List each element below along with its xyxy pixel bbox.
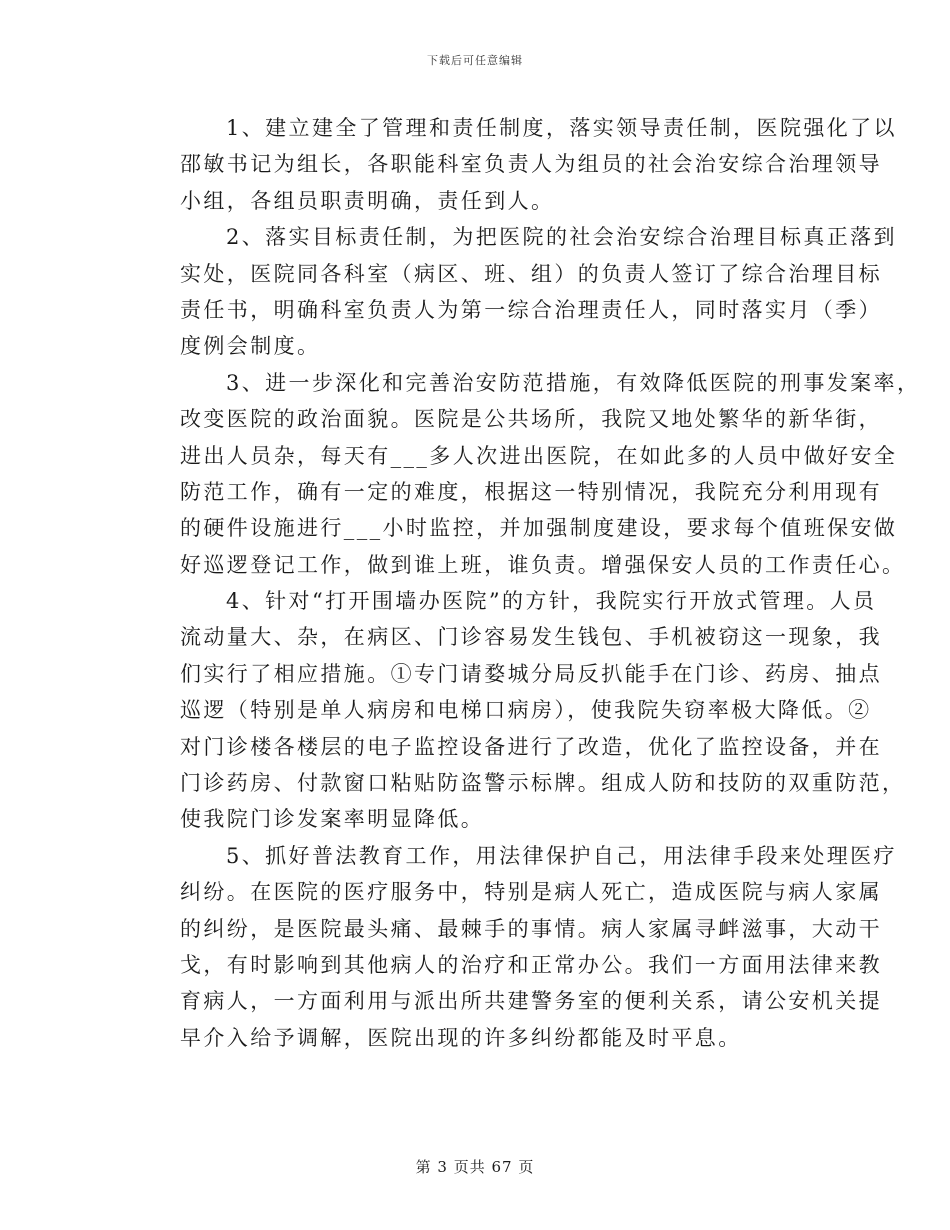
paragraph-3 (138, 365, 921, 583)
paragraph-line: 邵敏书记为组长，各职能科室负责人为组员的社会治安综合治理领导 (180, 152, 882, 177)
paragraph-line: 度例会制度。 (180, 334, 321, 359)
paragraph-line: 改变医院的政治面貌。医院是公共场所，我院又地处繁华的新华街， (180, 407, 882, 432)
paragraph-line: 2、落实目标责任制，为把医院的社会治安综合治理目标真正落到 (226, 225, 897, 250)
paragraph-4 (138, 583, 906, 838)
page-footer: 第 3 页共 67 页 (415, 1158, 535, 1176)
paragraph-line: 好巡逻登记工作，做到谁上班，谁负责。增强保安人员的工作责任心。 (180, 552, 906, 577)
paragraph-line: 5、抓好普法教育工作，用法律保护自己，用法律手段来处理医疗 (226, 843, 897, 868)
paragraph-line: 巡逻（特别是单人病房和电梯口病房），使我院失窃率极大降低。② (180, 698, 872, 723)
paragraph-line: 小组，各组员职责明确，责任到人。 (180, 188, 555, 213)
paragraph-line: 防范工作，确有一定的难度，根据这一特别情况，我院充分利用现有 (180, 479, 882, 504)
paragraph-line: 1、建立建全了管理和责任制度，落实领导责任制，医院强化了以 (226, 116, 897, 140)
paragraph-line: 进出人员杂，每天有___多人次进出医院，在如此多的人员中做好安全 (180, 443, 898, 468)
paragraph-line: 纠纷。在医院的医疗服务中，特别是病人死亡，造成医院与病人家属 (180, 880, 882, 905)
paragraph-line: 戈，有时影响到其他病人的治疗和正常办公。我们一方面用法律来教 (180, 952, 882, 977)
paragraph-2 (138, 219, 897, 365)
paragraph-5 (138, 838, 897, 1056)
document-body (138, 110, 921, 1056)
paragraph-line: 门诊药房、付款窗口粘贴防盗警示标牌。组成人防和技防的双重防范， (180, 771, 906, 796)
paragraph-line: 育病人，一方面利用与派出所共建警务室的便利关系，请公安机关提 (180, 989, 882, 1014)
paragraph-line: 的硬件设施进行___小时监控，并加强制度建设，要求每个值班保安做 (180, 516, 898, 541)
paragraph-line: 流动量大、杂，在病区、门诊容易发生钱包、手机被窃这一现象，我 (180, 625, 882, 650)
paragraph-line: 使我院门诊发案率明显降低。 (180, 807, 485, 832)
paragraph-line: 3、进一步深化和完善治安防范措施，有效降低医院的刑事发案率， (226, 370, 921, 395)
paragraph-line: 的纠纷，是医院最头痛、最棘手的事情。病人家属寻衅滋事，大动干 (180, 916, 882, 941)
paragraph-line: 早介入给予调解，医院出现的许多纠纷都能及时平息。 (180, 1025, 742, 1050)
paragraph-line: 实处，医院同各科室（病区、班、组）的负责人签订了综合治理目标 (180, 261, 882, 286)
page-header: 下载后可任意编辑 (427, 54, 523, 67)
paragraph-line: 对门诊楼各楼层的电子监控设备进行了改造，优化了监控设备，并在 (180, 734, 882, 759)
paragraph-line: 责任书，明确科室负责人为第一综合治理责任人，同时落实月（季） (180, 297, 882, 322)
paragraph-line: 4、针对“打开围墙办医院”的方针，我院实行开放式管理。人员 (226, 589, 877, 614)
paragraph-line: 们实行了相应措施。①专门请婺城分局反扒能手在门诊、药房、抽点 (180, 661, 882, 686)
paragraph-1 (138, 110, 897, 219)
